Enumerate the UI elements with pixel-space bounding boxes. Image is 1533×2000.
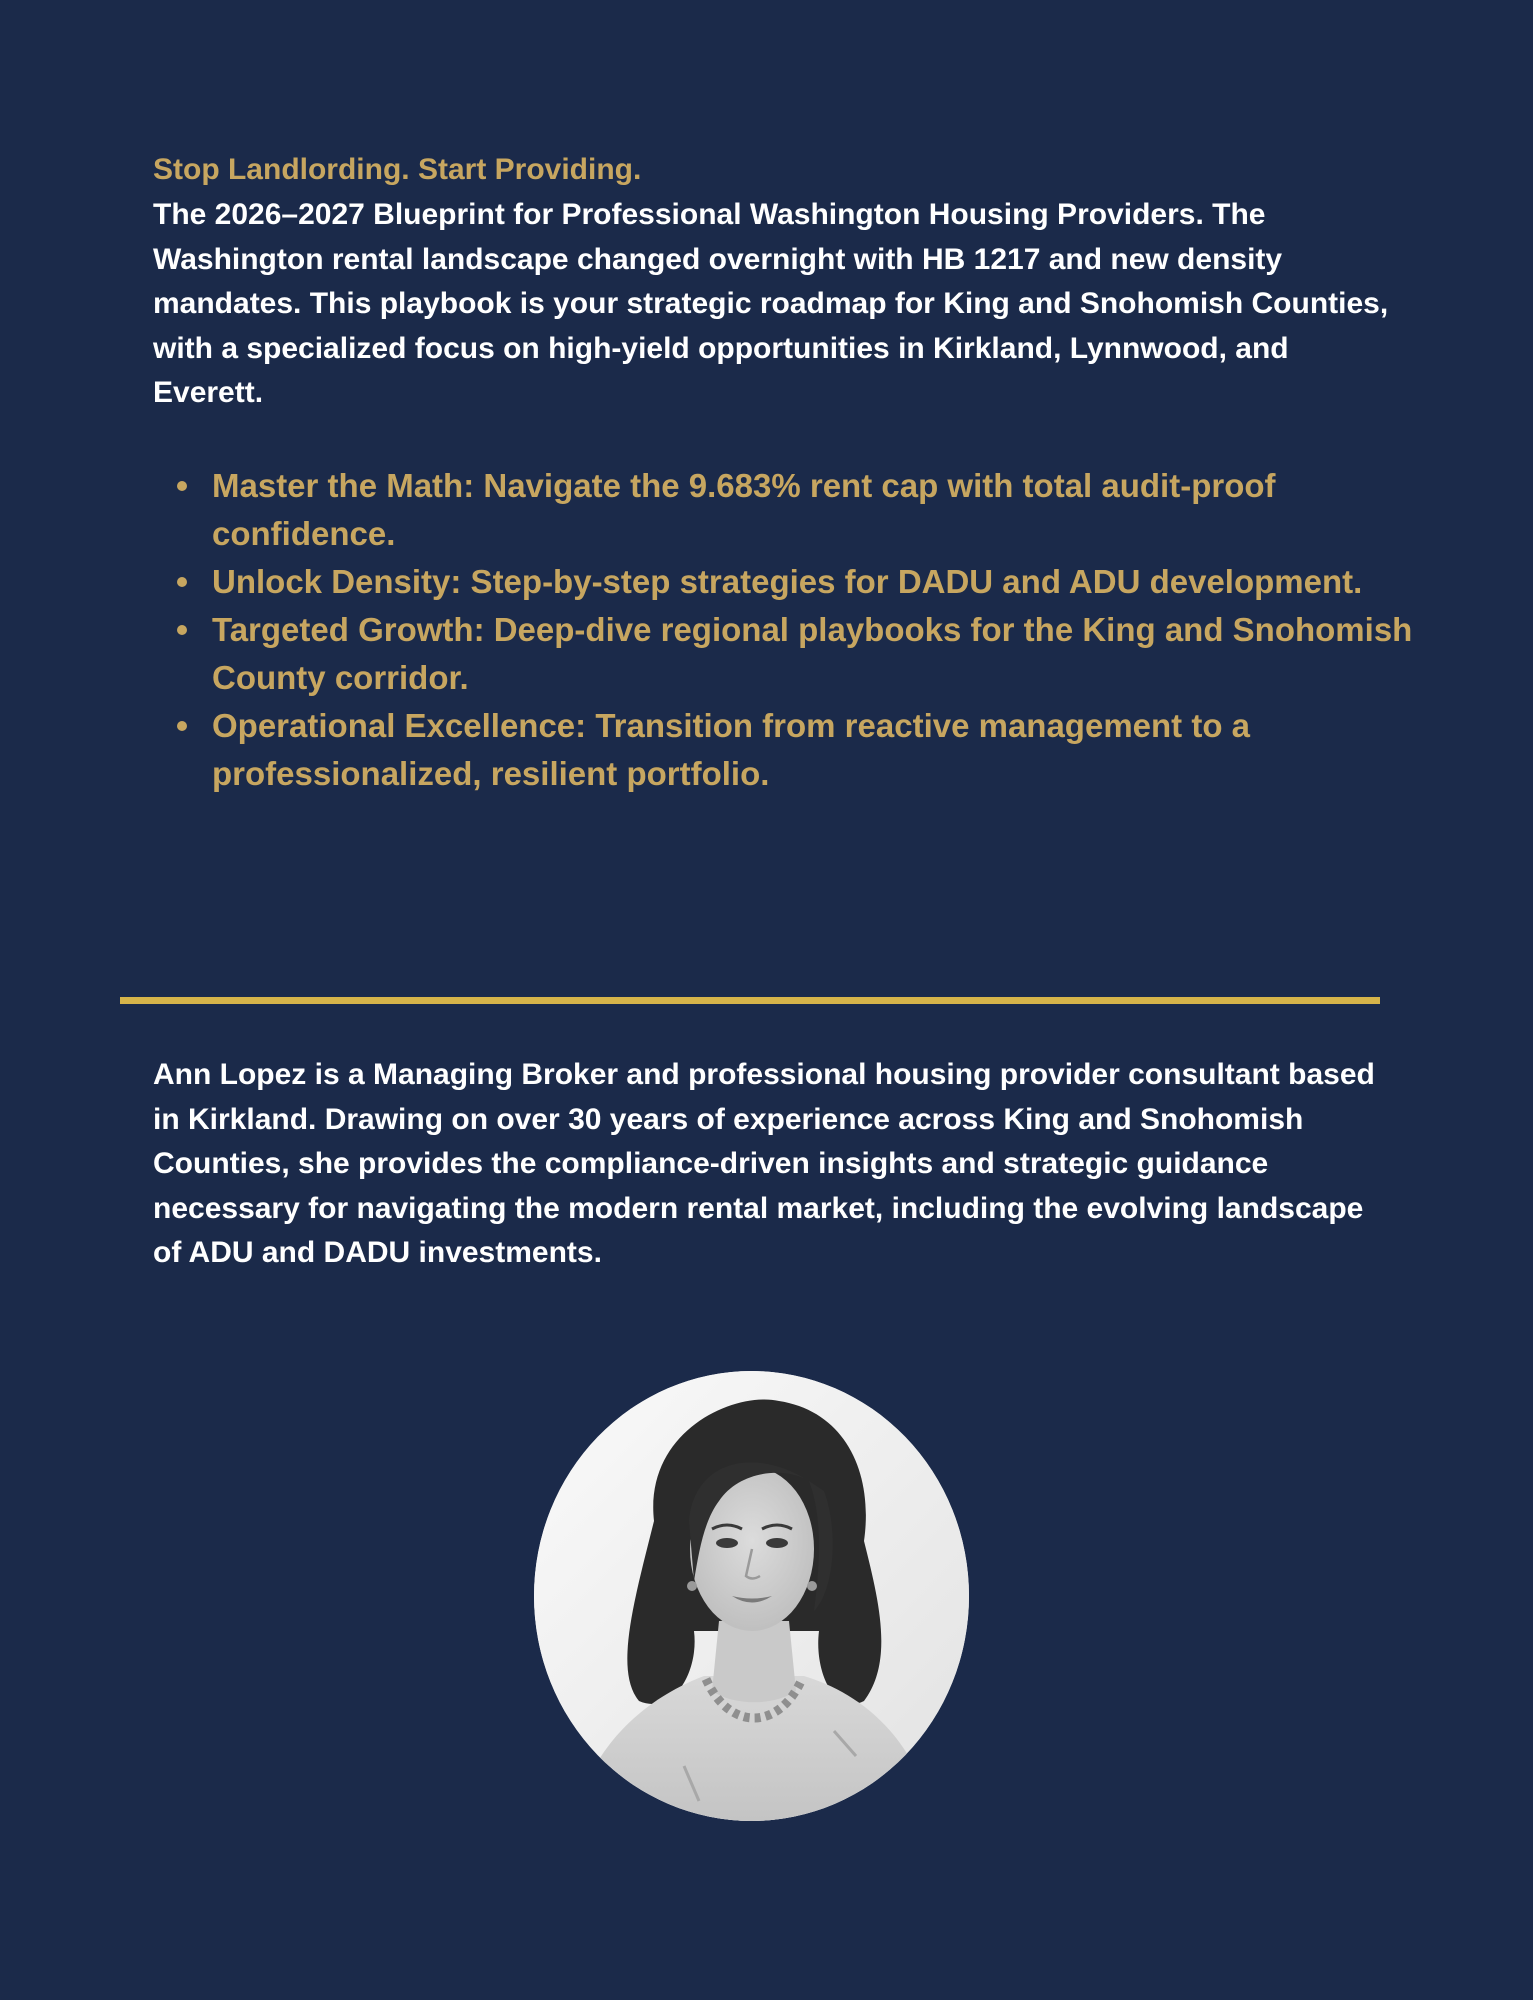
list-item <box>212 702 1452 798</box>
bullet-icon <box>177 625 187 635</box>
list-item <box>212 606 1452 702</box>
list-item <box>212 462 1452 558</box>
portrait-illustration <box>534 1371 969 1821</box>
author-bio: Ann Lopez is a Managing Broker and professional housing provider consultant based in Kirkland. Drawing on over 30 years of experience across King and Snohomish Counties, she provides the compliance-driven insights and strategic guidance necessary for navigating the modern rental market, including the evolving landscape of ADU and DADU investments. <box>153 1058 1375 1269</box>
benefit-text: Operational Excellence: Transition from reactive management to a professionalized, resilient portfolio. <box>212 707 1251 792</box>
benefit-text: Unlock Density: Step-by-step strategies for DADU and ADU development. <box>212 563 1363 600</box>
section-divider <box>120 997 1380 1004</box>
benefit-text: Master the Math: Navigate the 9.683% rent cap with total audit-proof confidence. <box>212 467 1276 552</box>
benefits-list <box>153 462 1452 798</box>
bullet-icon <box>177 481 187 491</box>
tagline: Stop Landlording. Start Providing. <box>153 153 642 186</box>
bullet-icon <box>177 721 187 731</box>
benefit-text: Targeted Growth: Deep-dive regional playbooks for the King and Snohomish County corridor. <box>212 611 1413 696</box>
list-item <box>212 558 1452 606</box>
bullet-icon <box>177 577 187 587</box>
intro-paragraph: The 2026–2027 Blueprint for Professional Washington Housing Providers. The Washington rental landscape changed overnight with HB 1217 and new density mandates. This playbook is your strategic roadmap for King and Snohomish Counties, with a specialized focus on high-yield opportunities in Kirkland, Lynnwood, and Everett. <box>153 198 1389 409</box>
author-portrait <box>534 1371 969 1821</box>
